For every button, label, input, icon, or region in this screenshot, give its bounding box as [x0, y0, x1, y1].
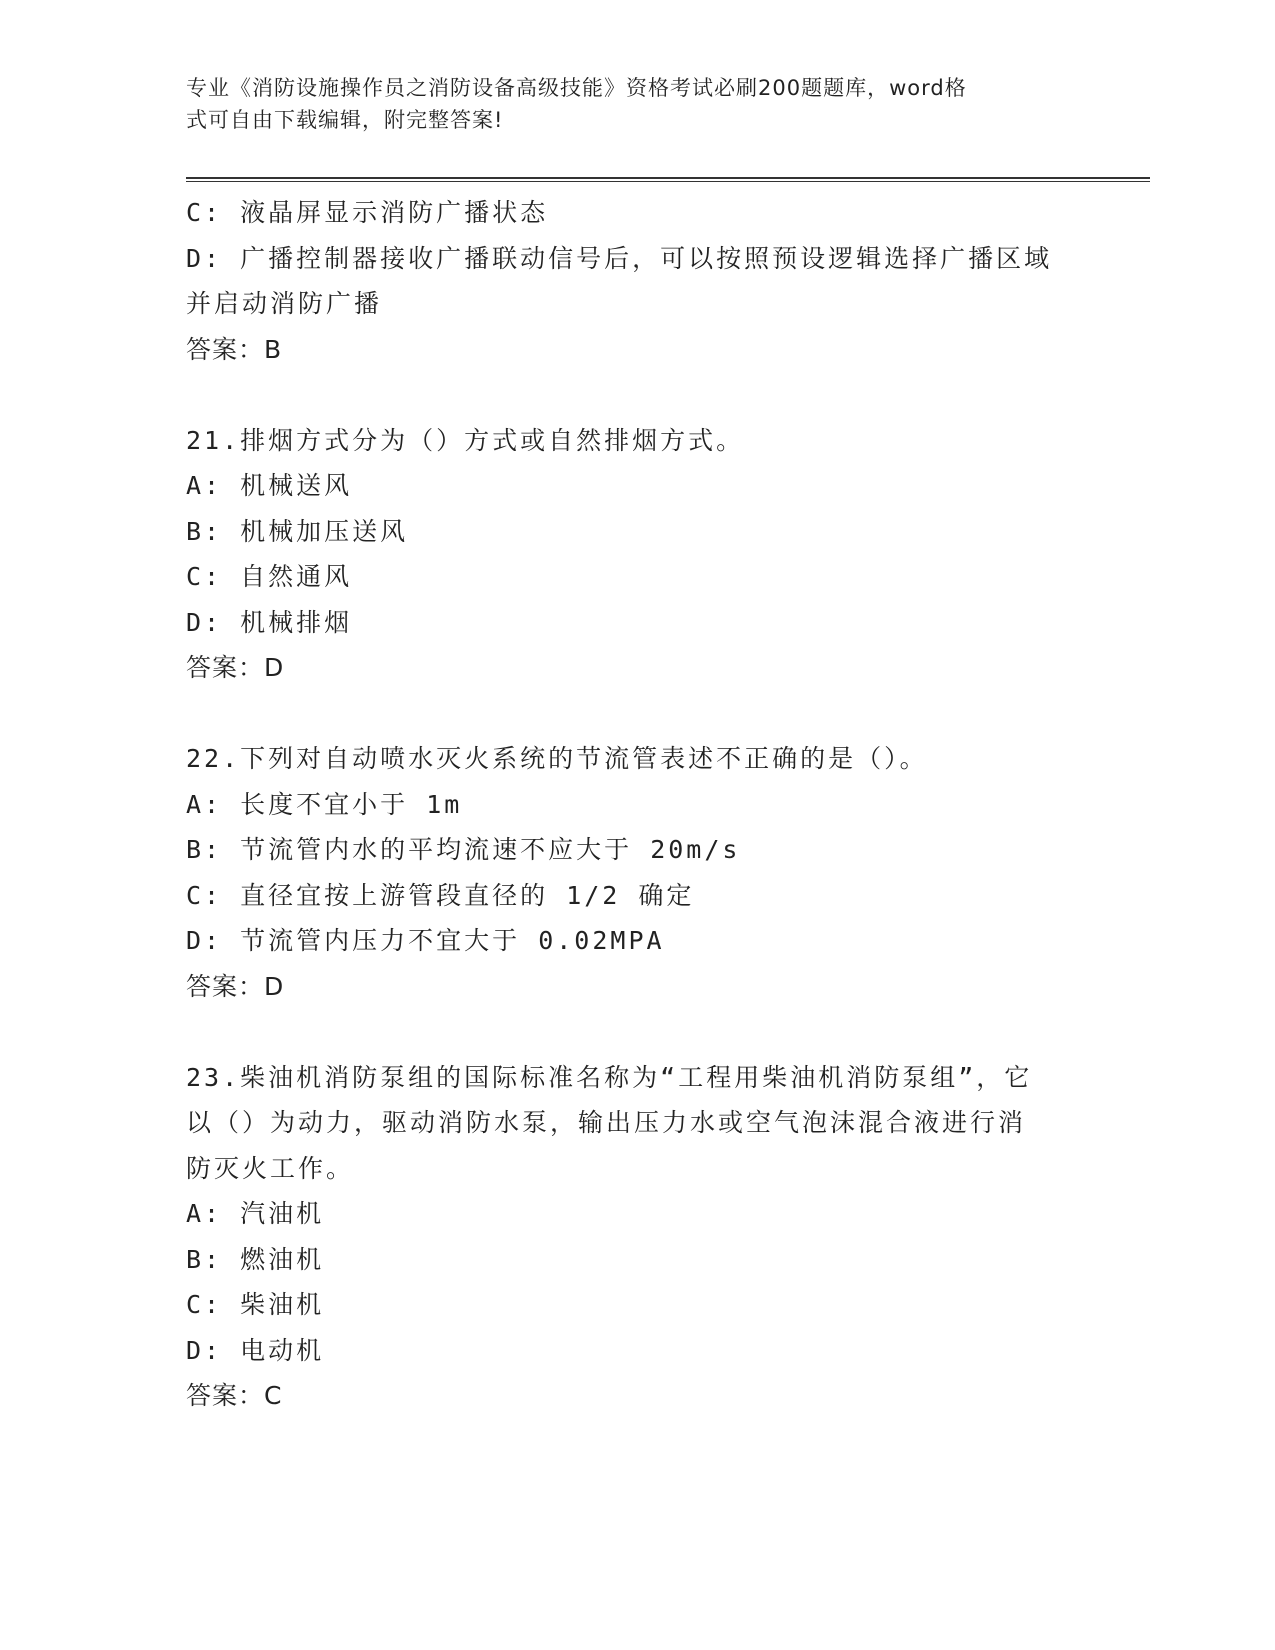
option-a: A: 机械送风: [186, 471, 353, 500]
option-d: D: 节流管内压力不宜大于 0.02MPA: [186, 926, 665, 955]
question-text-continued: 防灭火工作。: [186, 1153, 355, 1183]
answer: 答案：D: [186, 653, 285, 682]
question-text: 23.柴油机消防泵组的国际标准名称为“工程用柴油机消防泵组”，它: [186, 1062, 1033, 1092]
option-d-continued: 并启动消防广播: [186, 289, 383, 318]
option-a: A: 汽油机: [186, 1199, 325, 1228]
option-c: C: 柴油机: [186, 1290, 325, 1319]
header-line-1: 专业《消防设施操作员之消防设备高级技能》资格考试必刷200题题库，word格: [186, 76, 967, 100]
answer: 答案：D: [186, 971, 285, 1001]
option-c: C: 直径宜按上游管段直径的 1/2 确定: [186, 880, 695, 910]
option-c: C: 液晶屏显示消防广播状态: [186, 198, 549, 227]
spacer: [186, 691, 1086, 737]
option-d: D: 电动机: [186, 1335, 325, 1365]
spacer: [186, 1009, 1086, 1055]
option-b: B: 节流管内水的平均流速不应大于 20m/s: [186, 835, 741, 864]
spacer: [186, 372, 1086, 418]
question-block-21: [186, 418, 1086, 691]
question-block-22: [186, 736, 1086, 1009]
answer: 答案：C: [186, 1381, 283, 1410]
option-b: B: 机械加压送风: [186, 516, 409, 546]
header-divider-thin: [186, 181, 1150, 182]
option-a: A: 长度不宜小于 1m: [186, 789, 463, 819]
question-text-continued: 以（）为动力，驱动消防水泵，输出压力水或空气泡沫混合液进行消: [186, 1108, 1027, 1137]
question-list: [186, 190, 1086, 1419]
option-d: D: 广播控制器接收广播联动信号后，可以按照预设逻辑选择广播区域: [186, 243, 1053, 273]
question-block-23: [186, 1055, 1086, 1419]
header-line-2: 式可自由下载编辑，附完整答案!: [186, 108, 504, 132]
answer: 答案：B: [186, 334, 283, 364]
document-header: [186, 72, 1066, 136]
option-d: D: 机械排烟: [186, 607, 353, 637]
option-b: B: 燃油机: [186, 1244, 325, 1274]
option-c: C: 自然通风: [186, 562, 353, 591]
question-text: 22.下列对自动喷水灭火系统的节流管表述不正确的是（）。: [186, 744, 928, 773]
header-divider-thick: [186, 177, 1150, 179]
question-text: 21.排烟方式分为（）方式或自然排烟方式。: [186, 425, 745, 455]
question-block-previous: [186, 190, 1086, 372]
